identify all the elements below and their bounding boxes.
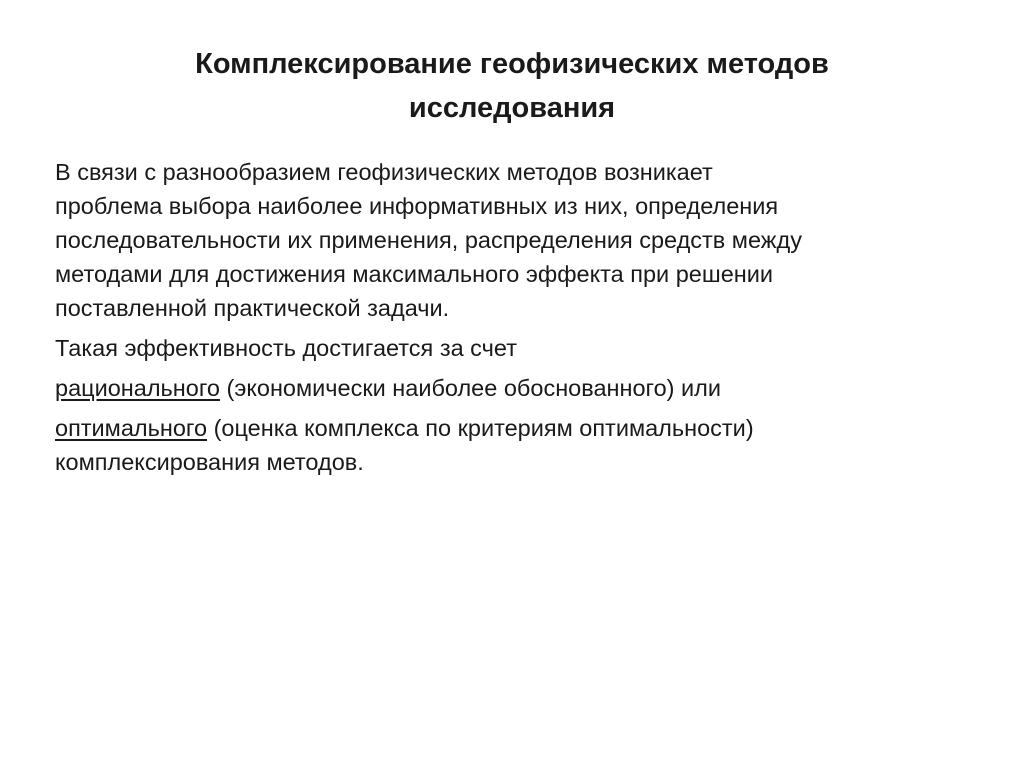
paragraph-intro xyxy=(55,155,985,325)
intro-line-4: методами для достижения максимального эффекта при решении xyxy=(55,261,773,287)
optimal-line-1 xyxy=(55,411,985,445)
slide-body xyxy=(55,155,985,479)
optimal-term: оптимального xyxy=(55,415,208,441)
paragraph-optimal xyxy=(55,411,985,479)
rational-term: рационального xyxy=(55,375,220,401)
paragraph-rational xyxy=(55,371,985,405)
rational-rest: (экономически наиболее обоснованного) или xyxy=(219,375,722,401)
intro-line-5: поставленной практической задачи. xyxy=(55,295,450,321)
optimal-rest: (оценка комплекса по критериям оптимальности) xyxy=(207,415,754,441)
paragraph-efficiency: Такая эффективность достигается за счет xyxy=(55,335,517,361)
title-line-1: Комплексирование геофизических методов xyxy=(195,48,829,80)
slide-title xyxy=(60,42,964,130)
intro-line-2: проблема выбора наиболее информативных из них, определения xyxy=(55,193,779,219)
optimal-line-2: комплексирования методов. xyxy=(55,449,364,475)
intro-line-1: В связи с разнообразием геофизических методов возникает xyxy=(55,159,713,185)
intro-line-3: последовательности их применения, распределения средств между xyxy=(55,227,802,253)
title-line-2: исследования xyxy=(408,92,616,124)
